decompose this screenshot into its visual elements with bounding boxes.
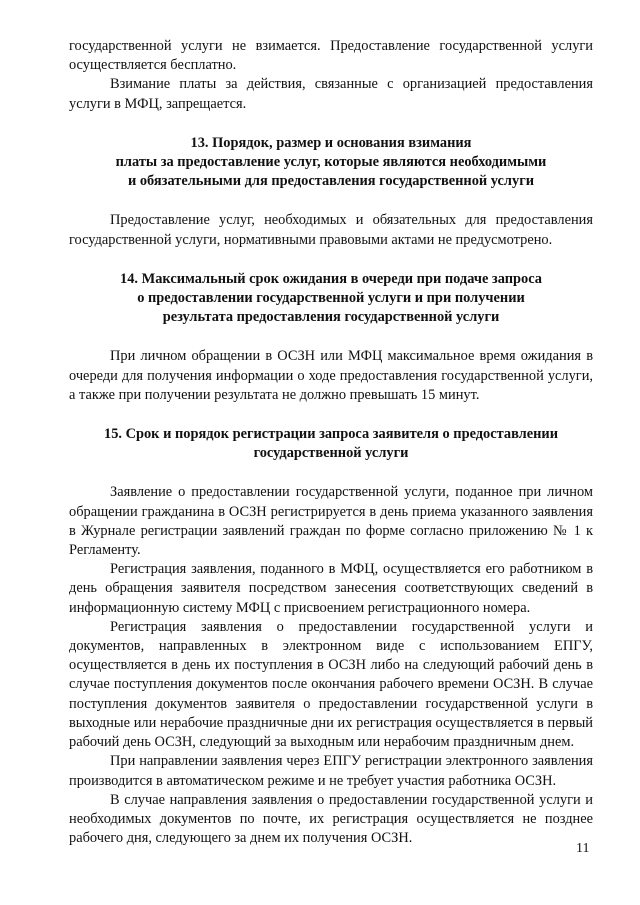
heading-line: 15. Срок и порядок регистрации запроса заявителя о предоставлении bbox=[104, 426, 558, 443]
heading-line: платы за предоставление услуг, которые являются необходимыми bbox=[115, 154, 547, 171]
section-spacer bbox=[69, 114, 593, 134]
heading-line: результата предоставления государственной услуги bbox=[162, 309, 500, 326]
page-number: 11 bbox=[576, 841, 590, 856]
section-spacer bbox=[69, 405, 593, 425]
heading-spacer bbox=[69, 463, 593, 483]
body-paragraph: Регистрация заявления о предоставлении государственной услуги и документов, направленных в электронном виде с использованием ЕПГУ, осуществляется в день их поступления в ОСЗН либо на следующий рабочий день в случае поступления документов после окончания рабочего времени ОСЗН. В случае поступления документов заявителя о предоставлении государственной услуги в выходные или нерабочие праздничные дни их регистрация осуществляется в первый рабочий день ОСЗН, следующий за выходным или нерабочим праздничным днем. bbox=[69, 618, 593, 751]
section-heading bbox=[69, 425, 593, 463]
heading-line: 14. Максимальный срок ожидания в очереди при подаче запроса bbox=[120, 270, 542, 287]
body-paragraph: Регистрация заявления, поданного в МФЦ, осуществляется его работником в день обращения заявителя посредством занесения соответствующих сведений в информационную систему МФЦ с присвоением регистрационного номера. bbox=[69, 561, 593, 616]
section-heading bbox=[69, 134, 593, 192]
body-paragraph: Заявление о предоставлении государственной услуги, поданное при личном обращении гражданина в ОСЗН регистрируется в день приема указанного заявления в Журнале регистрации заявлений граждан по форме согласно приложению № 1 к Регламенту. bbox=[69, 484, 593, 559]
body-paragraph: В случае направления заявления о предоставлении государственной услуги и необходимых документов по почте, их регистрация осуществляется не позднее рабочего дня, следующего за днем их получения ОСЗН. bbox=[69, 791, 593, 847]
body-paragraph: Предоставление услуг, необходимых и обязательных для предоставления государственной услуги, нормативными правовыми актами не предусмотрено. bbox=[69, 212, 593, 248]
section-heading bbox=[69, 270, 593, 328]
heading-line: и обязательными для предоставления государственной услуги bbox=[127, 173, 535, 190]
section-spacer bbox=[69, 250, 593, 270]
heading-spacer bbox=[69, 327, 593, 347]
body-paragraph: государственной услуги не взимается. Предоставление государственной услуги осуществляется бесплатно. bbox=[69, 38, 593, 74]
heading-line: государственной услуги bbox=[253, 445, 409, 462]
heading-line: 13. Порядок, размер и основания взимания bbox=[190, 134, 472, 151]
heading-line: о предоставлении государственной услуги и при получении bbox=[137, 290, 525, 307]
page-body bbox=[69, 37, 593, 848]
body-paragraph: При личном обращении в ОСЗН или МФЦ максимальное время ожидания в очереди для получения информации о ходе предоставления государственной услуги, а также при получении результата не должно превышать 15 минут. bbox=[69, 348, 593, 403]
body-paragraph: При направлении заявления через ЕПГУ регистрации электронного заявления производится в автоматическом режиме и не требует участия работника ОСЗН. bbox=[69, 753, 593, 789]
heading-spacer bbox=[69, 191, 593, 211]
body-paragraph: Взимание платы за действия, связанные с организацией предоставления услуги в МФЦ, запрещается. bbox=[69, 76, 593, 112]
